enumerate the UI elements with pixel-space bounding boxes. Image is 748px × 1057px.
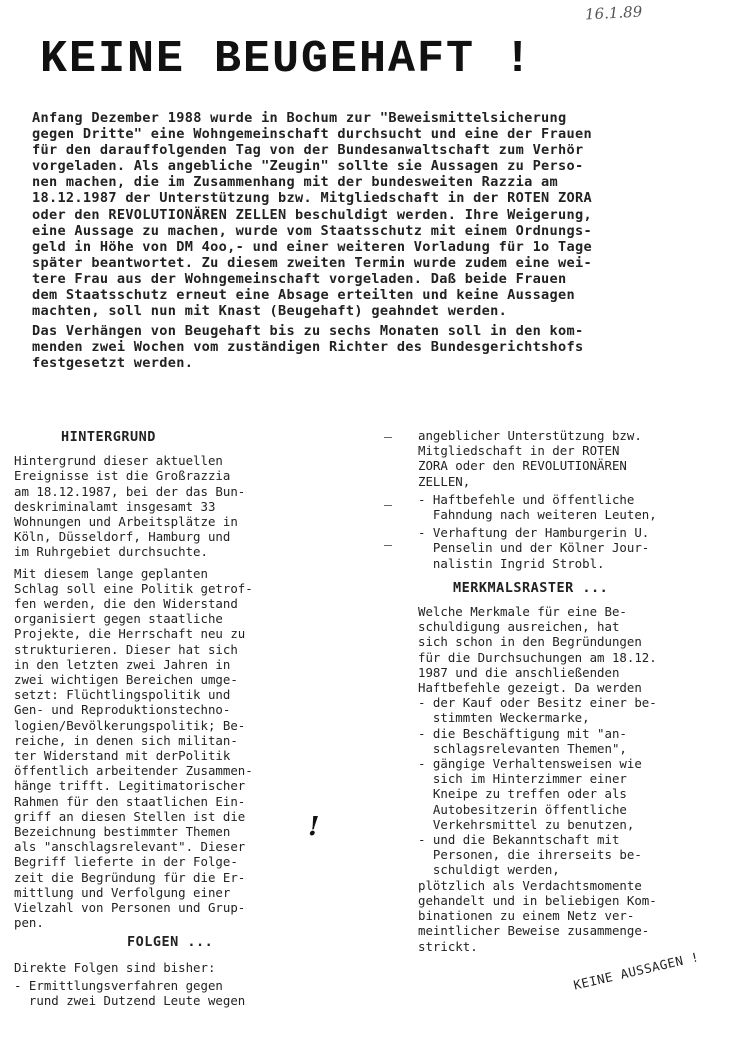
heading-folgen: FOLGEN ...	[127, 933, 214, 950]
merkmal-paragraph-1: Welche Merkmale für eine Be- schuldigung ausreichen, hat sich schon in den Begründungen für die Durchsuchungen am 18.12. 1987 und die anschließenden Haftbefehle gezeigt. Da werden	[418, 604, 657, 696]
column-divider-dash	[384, 545, 392, 546]
merkmal-paragraph-2: plötzlich als Verdachtsmomente gehandelt und in beliebigen Kom- binationen zu einem Netz ver- meintlicher Beweise zusammenge- strickt.	[418, 877, 657, 954]
margin-exclamation-mark: !	[308, 812, 320, 842]
handwritten-date: 16.1.89	[584, 2, 643, 24]
page-title: KEINE BEUGEHAFT !	[40, 34, 534, 85]
folgen-continuation: angeblicher Unterstützung bzw. Mitgliedschaft in der ROTEN ZORA oder den REVOLUTIONÄREN ZELLEN,	[418, 428, 642, 489]
intro-paragraph-2: Das Verhängen von Beugehaft bis zu sechs Monaten soll in den kom- menden zwei Wochen vom zuständigen Richter des Bundesgerichtshofs festgesetzt werden.	[32, 323, 584, 372]
merkmal-item-1: - der Kauf oder Besitz einer be- stimmten Weckermarke,	[418, 695, 657, 726]
hintergrund-paragraph-1: Hintergrund dieser aktuellen Ereignisse ist die Großrazzia am 18.12.1987, bei der das Bun- deskriminalamt insgesamt 33 Wohnungen und Arbeitsplätze in Köln, Düsseldorf, Hamburg und im Ruhrgebiet durchsuchte.	[14, 453, 246, 560]
heading-merkmalsraster: MERKMALSRASTER ...	[453, 579, 609, 596]
heading-hintergrund: HINTERGRUND	[61, 429, 156, 445]
intro-paragraph-1: Anfang Dezember 1988 wurde in Bochum zur "Beweismittelsicherung gegen Dritte" eine Wohngemeinschaft durchsucht und eine der Frauen für den darauffolgenden Tag von der Bundesanwaltschaft zum Verhör vorgeladen. Als angebliche "Zeugin" sollte sie Aussagen zu Perso- nen machen, die im Zusammenhang mit der bundesweiten Razzia am 18.12.1987 der Unterstützung bzw. Mitgliedschaft in der ROTEN ZORA oder den REVOLUTIONÄREN ZELLEN beschuldigt werden. Ihre Weigerung, eine Aussage zu machen, wurde vom Staatsschutz mit einem Ordnungs- geld in Höhe von DM 4oo,- und einer weiteren Vorladung für 1o Tage später beantwortet. Zu diesem zweiten Termin wurde zudem eine wei- tere Frau aus der Wohngemeinschaft vorgeladen. Daß beide Frauen dem Staatsschutz erneut eine Absage erteilten und keine Aussagen machten, soll nun mit Knast (Beugehaft) geahndet werden.	[32, 110, 592, 320]
folgen-item-2: - Haftbefehle und öffentliche Fahndung nach weiteren Leuten,	[418, 491, 657, 523]
left-column	[14, 430, 334, 1008]
merkmal-item-4: - und die Bekanntschaft mit Personen, die ihrerseits be- schuldigt werden,	[418, 832, 642, 878]
column-divider-dash	[384, 437, 392, 438]
closing-slogan: KEINE AUSSAGEN !	[572, 949, 701, 993]
column-divider-dash	[384, 505, 392, 506]
intro-text	[32, 110, 722, 376]
folgen-item-1: - Ermittlungsverfahren gegen rund zwei Dutzend Leute wegen	[14, 977, 246, 1009]
merkmal-item-2: - die Beschäftigung mit "an- schlagsrelevanten Themen",	[418, 725, 627, 756]
hintergrund-paragraph-2: Mit diesem lange geplanten Schlag soll eine Politik getrof- fen werden, die den Widerstand organisiert gegen staatliche Projekte, die Herrschaft neu zu strukturieren. Dieser hat sich in den letzten zwei Jahren in zwei wichtigen Bereichen umge- setzt: Flüchtlingspolitik und Gen- und Reproduktionstechno- logien/Bevölkerungspolitik; Be- reiche, in denen sich militan- ter Widerstand mit derPolitik öffentlich arbeitender Zusammen- hänge trifft. Legitimatorischer Rahmen für den staatlichen Ein- griff an diesen Stellen ist die Bezeichnung bestimmter Themen als "anschlagsrelevant". Dieser Begriff lieferte in der Folge- zeit die Begründung für die Er- mittlung und Verfolgung einer Vielzahl von Personen und Grup- pen.	[14, 565, 253, 931]
right-column	[418, 428, 736, 954]
folgen-item-3: - Verhaftung der Hamburgerin U. Penselin und der Kölner Jour- nalistin Ingrid Strobl.	[418, 525, 650, 571]
merkmal-item-3: - gängige Verhaltensweisen wie sich im Hinterzimmer einer Kneipe zu treffen oder als Autobesitzerin öffentliche Verkehrsmittel zu benutzen,	[418, 756, 642, 832]
folgen-intro: Direkte Folgen sind bisher:	[14, 959, 216, 975]
